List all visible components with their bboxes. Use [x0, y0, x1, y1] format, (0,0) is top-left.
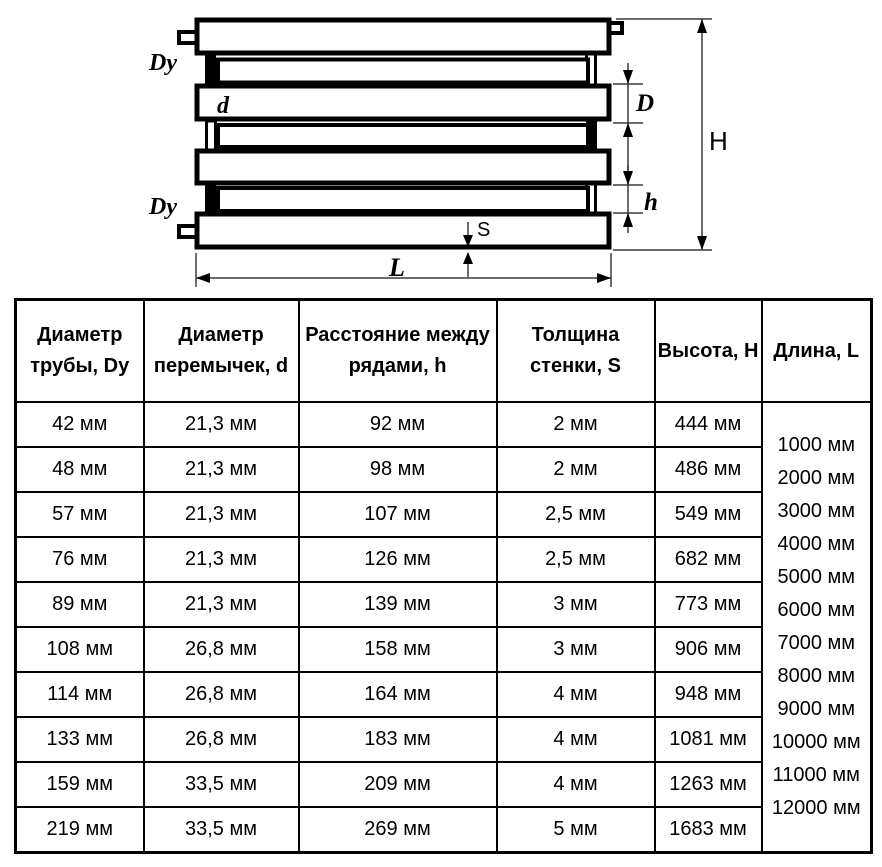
arrow-h-top	[623, 171, 633, 185]
jumper-solid-row2-right	[586, 120, 597, 152]
cell: 33,5 мм	[144, 762, 299, 807]
narrow-pipe-3	[218, 188, 588, 211]
cell: 26,8 мм	[144, 717, 299, 762]
cell: 33,5 мм	[144, 807, 299, 853]
arrow-L-right	[597, 273, 611, 283]
cell: 183 мм	[299, 717, 497, 762]
length-option: 9000 мм	[777, 698, 856, 720]
col-header-pipe-diameter: Диаметр трубы, Dy	[16, 300, 144, 403]
cell: 4 мм	[497, 672, 655, 717]
cell: 1081 мм	[655, 717, 762, 762]
arrow-D-bottom	[623, 123, 633, 137]
length-option: 8000 мм	[777, 665, 856, 687]
cell: 5 мм	[497, 807, 655, 853]
table-row	[16, 447, 872, 492]
cell: 139 мм	[299, 582, 497, 627]
cell: 48 мм	[16, 447, 144, 492]
label-L: L	[389, 253, 405, 282]
arrow-H-bottom	[697, 236, 707, 250]
cell: 158 мм	[299, 627, 497, 672]
pipe-row-3	[197, 151, 609, 183]
jumper-solid-row3-left	[205, 183, 216, 215]
label-H: H	[709, 126, 728, 156]
narrow-pipe-1	[218, 60, 588, 83]
cell: 159 мм	[16, 762, 144, 807]
length-option: 5000 мм	[777, 566, 856, 588]
pipe-row-2	[197, 86, 609, 119]
table-row	[16, 627, 872, 672]
cell: 906 мм	[655, 627, 762, 672]
length-option: 3000 мм	[777, 500, 856, 522]
length-option: 7000 мм	[777, 632, 856, 654]
spec-table	[14, 298, 873, 854]
label-Dy-top: Dy	[149, 50, 177, 76]
table-row	[16, 582, 872, 627]
cell: 21,3 мм	[144, 582, 299, 627]
cell: 98 мм	[299, 447, 497, 492]
cell: 26,8 мм	[144, 627, 299, 672]
length-option: 11000 мм	[772, 764, 860, 786]
arrow-S-up	[463, 252, 473, 264]
label-Dy-bottom: Dy	[149, 194, 177, 220]
cell: 164 мм	[299, 672, 497, 717]
table-row	[16, 807, 872, 853]
label-S: S	[477, 219, 491, 241]
cell: 2 мм	[497, 402, 655, 447]
cell: 21,3 мм	[144, 447, 299, 492]
cell: 948 мм	[655, 672, 762, 717]
register-diagram	[0, 0, 882, 298]
narrow-pipe-2	[218, 125, 588, 147]
col-header-row-distance: Расстояние между рядами, h	[299, 300, 497, 403]
table-row	[16, 492, 872, 537]
length-option: 6000 мм	[777, 599, 856, 621]
cell: 4 мм	[497, 717, 655, 762]
cell: 269 мм	[299, 807, 497, 853]
cell: 2 мм	[497, 447, 655, 492]
table-row	[16, 717, 872, 762]
cell: 1263 мм	[655, 762, 762, 807]
arrow-L-left	[196, 273, 210, 283]
table-row	[16, 537, 872, 582]
stub-top-left	[179, 32, 197, 43]
cell: 4 мм	[497, 762, 655, 807]
jumper-hollow-row2-left	[207, 121, 216, 151]
jumper-solid-row1-left	[205, 53, 216, 87]
label-h: h	[644, 189, 658, 216]
col-header-wall-thickness: Толщина стенки, S	[497, 300, 655, 403]
label-D: D	[636, 90, 655, 117]
pipe-row-1	[197, 20, 609, 53]
cell: 76 мм	[16, 537, 144, 582]
label-d: d	[217, 93, 229, 119]
cell: 549 мм	[655, 492, 762, 537]
col-header-jumper-diameter: Диаметр перемычек, d	[144, 300, 299, 403]
cell: 219 мм	[16, 807, 144, 853]
length-option: 10000 мм	[771, 731, 861, 753]
table-row	[16, 402, 872, 447]
length-option: 1000 мм	[777, 434, 856, 456]
cell: 486 мм	[655, 447, 762, 492]
stub-bottom-left	[179, 226, 197, 237]
cell: 2,5 мм	[497, 492, 655, 537]
cell: 92 мм	[299, 402, 497, 447]
cell: 3 мм	[497, 627, 655, 672]
table-row	[16, 762, 872, 807]
cell: 21,3 мм	[144, 537, 299, 582]
length-option: 12000 мм	[771, 797, 861, 819]
arrow-D-top	[623, 70, 633, 84]
length-option: 2000 мм	[777, 467, 856, 489]
cell: 42 мм	[16, 402, 144, 447]
col-header-length: Длина, L	[762, 300, 872, 403]
cell: 209 мм	[299, 762, 497, 807]
cell: 89 мм	[16, 582, 144, 627]
cell: 57 мм	[16, 492, 144, 537]
cell: 2,5 мм	[497, 537, 655, 582]
table-row	[16, 672, 872, 717]
pipe-row-4	[197, 214, 609, 247]
cell: 26,8 мм	[144, 672, 299, 717]
cell: 108 мм	[16, 627, 144, 672]
cell: 126 мм	[299, 537, 497, 582]
cell: 3 мм	[497, 582, 655, 627]
cell: 21,3 мм	[144, 492, 299, 537]
length-merged-cell	[762, 402, 872, 853]
cell: 444 мм	[655, 402, 762, 447]
cell: 114 мм	[16, 672, 144, 717]
arrow-h-bottom	[623, 213, 633, 227]
cell: 682 мм	[655, 537, 762, 582]
arrow-H-top	[697, 19, 707, 33]
col-header-height: Высота, H	[655, 300, 762, 403]
header-row	[16, 300, 872, 403]
cell: 107 мм	[299, 492, 497, 537]
cell: 773 мм	[655, 582, 762, 627]
cell: 133 мм	[16, 717, 144, 762]
length-option: 4000 мм	[777, 533, 856, 555]
cell: 21,3 мм	[144, 402, 299, 447]
cell: 1683 мм	[655, 807, 762, 853]
